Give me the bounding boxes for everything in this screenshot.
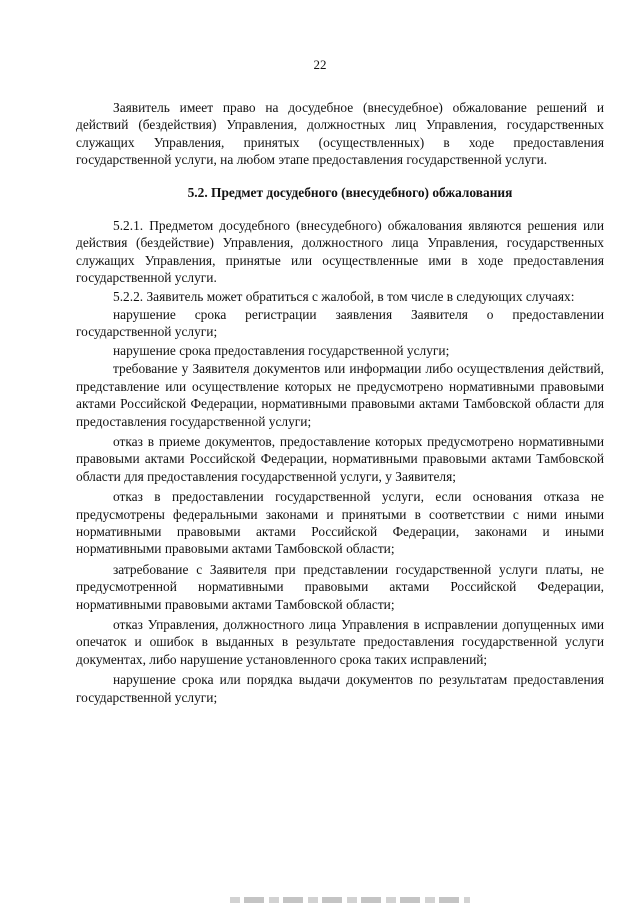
case-item: отказ Управления, должностного лица Управления в исправлении допущенных ими опечаток и ошибок в выданных в результате предоставления государственной услуги документах, либо нарушение установленного срока таких исправлений; [76, 616, 604, 667]
case-item: требование у Заявителя документов или информации либо осуществления действий, представление или осуществление которых не предусмотрено нормативными правовыми актами Российской Федерации, нормативными правовыми актами Тамбовской области для предоставления государственной услуги; [76, 361, 604, 429]
case-item: отказ в приеме документов, предоставление которых предусмотрено нормативными правовыми актами Российской Федерации, нормативными правовыми актами Тамбовской области для предоставления государственной услуги, у Заявителя; [76, 433, 604, 484]
section-heading: 5.2. Предмет досудебного (внесудебного) обжалования [187, 184, 513, 200]
intro-paragraph: Заявитель имеет право на досудебное (внесудебное) обжалование решений и действий (бездействия) Управления, должностных лиц Управления, государственных служащих Управления, принятых (осуществленных) в ходе предоставления государственной услуги, на любом этапе предоставления государственной услуги. [76, 100, 604, 168]
page-number: 22 [313, 57, 327, 72]
document-body [76, 99, 604, 706]
case-item: нарушение срока регистрации заявления Заявителя о предоставлении государственной услуги; [76, 307, 604, 340]
case-item: затребование с Заявителя при представлении государственной услуги платы, не предусмотренной нормативными правовыми актами Российской Федерации, нормативными правовыми актами Тамбовской области; [76, 561, 604, 612]
case-item: отказ в предоставлении государственной услуги, если основания отказа не предусмотрены федеральными законами и принятыми в соответствии с ними иными нормативными правовыми актами Российской Федерации, законами и иными нормативными правовыми актами Тамбовской области; [76, 489, 604, 557]
case-item: нарушение срока или порядка выдачи документов по результатам предоставления государственной услуги; [76, 672, 604, 705]
case-item: нарушение срока предоставления государственной услуги; [113, 342, 450, 358]
paragraph-5-2-1: 5.2.1. Предметом досудебного (внесудебного) обжалования являются решения или действия (бездействие) Управления, должностного лица Управления, государственных служащих Управления, принятые или осуществленные ими в ходе предоставления государственной услуги. [76, 218, 604, 286]
scan-artifact-bar [230, 897, 470, 903]
paragraph-5-2-2: 5.2.2. Заявитель может обратиться с жалобой, в том числе в следующих случаях: [113, 288, 575, 304]
